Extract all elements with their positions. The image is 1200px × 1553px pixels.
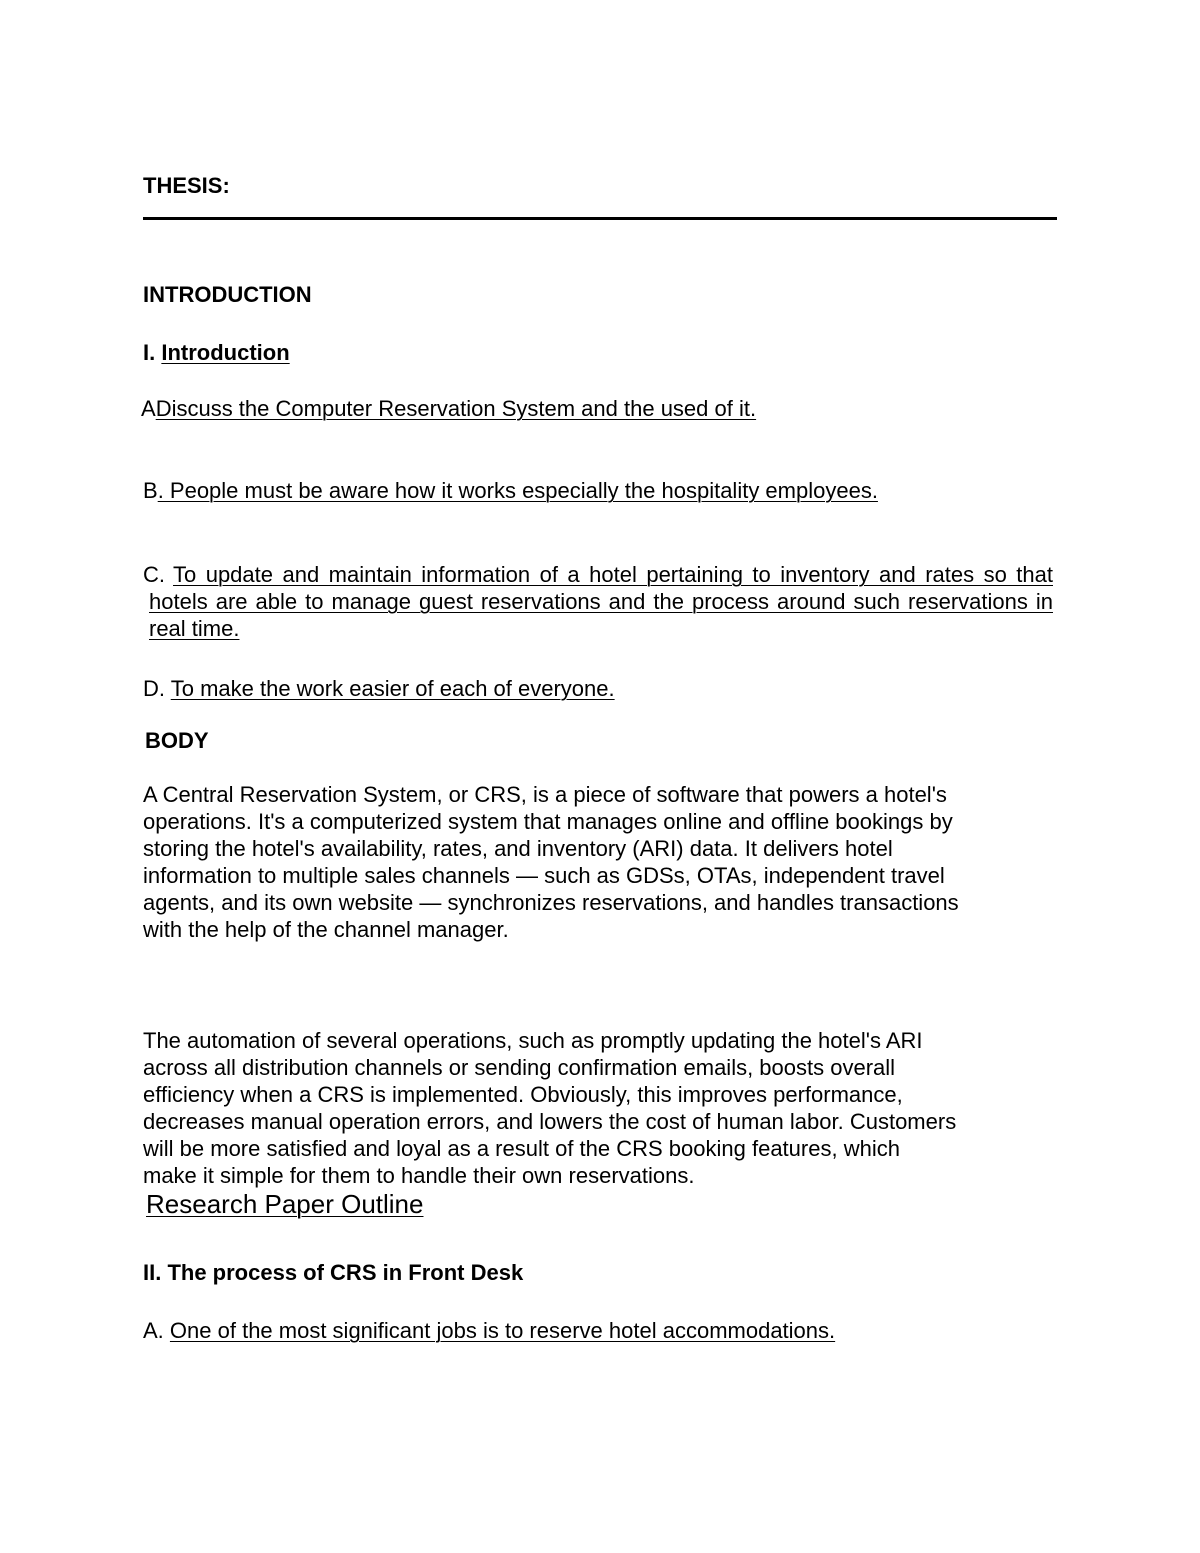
item-letter: B <box>143 478 158 503</box>
body-paragraph-2: The automation of several operations, such as promptly updating the hotel's ARI across all distribution channels or sending confirmation emails, boosts overall efficiency when a CRS is implemented. Obviously, this improves performance, decreases manual operation errors, and lowers the cost of human labor. Customers will be more satisfied and loyal as a result of the CRS booking features, which make it simple for them to handle their own reservations. <box>143 1028 957 1188</box>
intro-item-b <box>143 477 878 504</box>
section-2-item-a <box>143 1317 835 1344</box>
body-heading: BODY <box>145 728 209 753</box>
section-1-numeral: I. <box>143 340 156 365</box>
item-text: To make the work easier of each of everyone. <box>170 676 615 701</box>
item-text: To update and maintain information of a hotel pertaining to inventory and rates so that hotels are able to manage guest reservations and the process around such reservations in real time. <box>149 562 1053 641</box>
section-1-heading <box>143 339 290 366</box>
body-paragraph-1: A Central Reservation System, or CRS, is a piece of software that powers a hotel's operations. It's a computerized system that manages online and offline bookings by storing the hotel's availability, rates, and inventory (ARI) data. It delivers hotel information to multiple sales channels — such as GDSs, OTAs, independent travel agents, and its own website — synchronizes reservations, and handles transactions with the help of the channel manager. <box>143 782 959 942</box>
outline-title: Research Paper Outline <box>146 1189 424 1219</box>
item-text: . People must be aware how it works especially the hospitality employees. <box>157 478 878 503</box>
item-letter: C. <box>143 562 165 587</box>
intro-item-a <box>141 395 756 422</box>
thesis-label: THESIS: <box>143 173 230 198</box>
item-text: One of the most significant jobs is to reserve hotel accommodations. <box>169 1318 836 1343</box>
section-1-title: Introduction <box>161 340 290 365</box>
thesis-blank-line <box>143 217 1057 220</box>
item-text: Discuss the Computer Reservation System and the used of it. <box>155 396 757 421</box>
introduction-heading: INTRODUCTION <box>143 282 312 307</box>
item-letter: D. <box>143 676 165 701</box>
intro-item-d <box>143 675 615 702</box>
item-letter: A <box>141 396 156 421</box>
item-letter: A. <box>143 1318 164 1343</box>
section-2-heading: II. The process of CRS in Front Desk <box>143 1260 524 1285</box>
intro-item-c <box>143 561 1053 642</box>
